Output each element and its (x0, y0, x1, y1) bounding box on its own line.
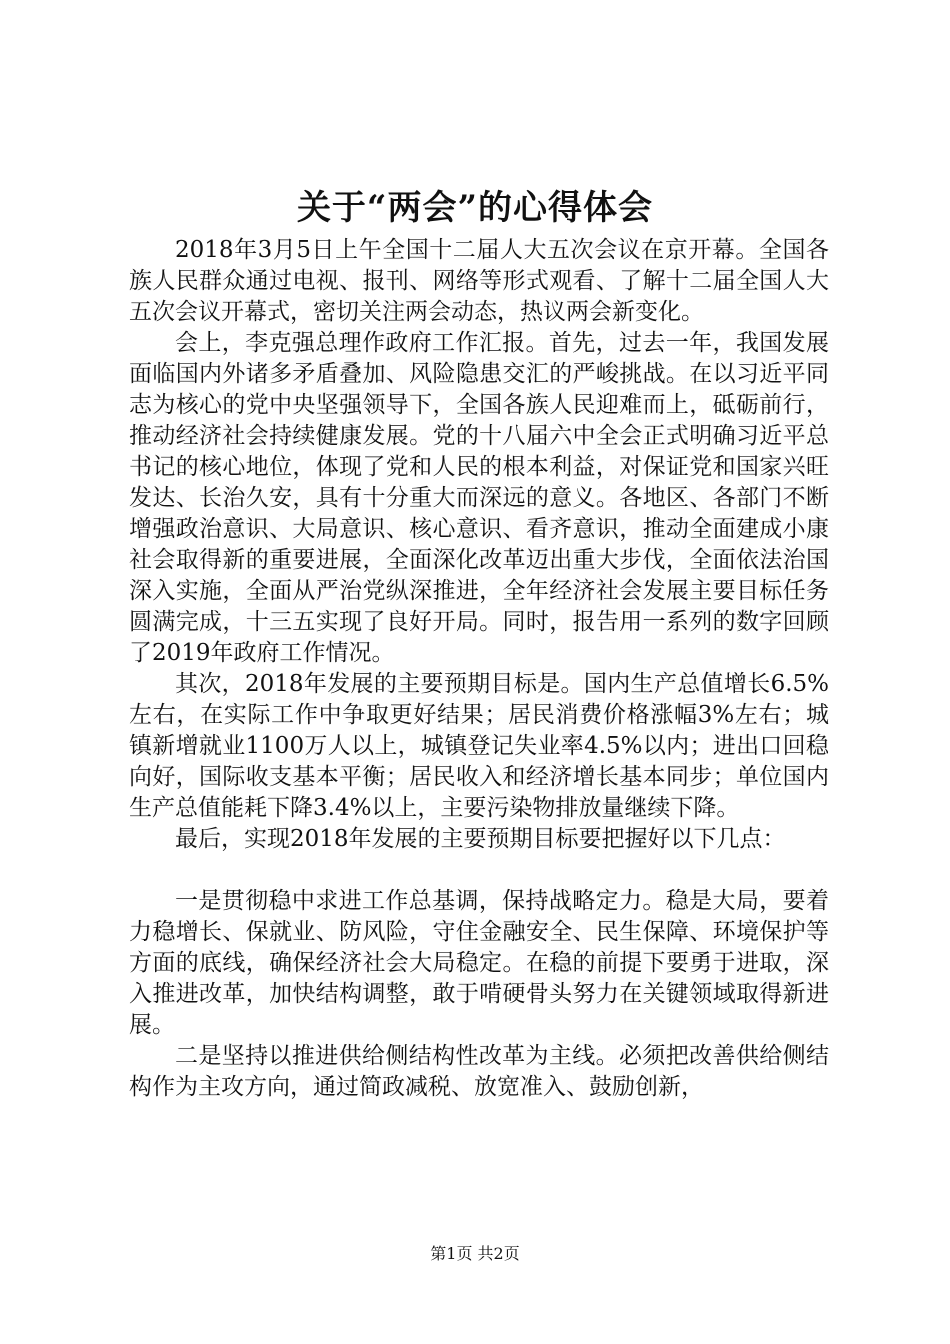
page-number-footer: 第1页 共2页 (430, 1244, 520, 1263)
paragraph-targets: 其次，2018年发展的主要预期目标是。国内生产总值增长6.5%左右，在实际工作中争取更好结果；居民消费价格涨幅3%左右；城镇新增就业1100万人以上，城镇登记失业率4.5%以内；进出口回稳向好，国际收支基本平衡；居民收入和经济增长基本同步；单位国内生产总值能耗下降3.4%以上，主要污染物排放量继续下降。 (129, 671, 829, 821)
paragraph-point-two: 二是坚持以推进供给侧结构性改革为主线。必须把改善供给侧结构作为主攻方向，通过简政减税、放宽准入、鼓励创新， (129, 1043, 829, 1100)
document-title: 关于“两会”的心得体会 (296, 188, 654, 228)
paragraph-point-one: 一是贯彻稳中求进工作总基调，保持战略定力。稳是大局，要着力稳增长、保就业、防风险，守住金融安全、民生保障、环境保护等方面的底线，确保经济社会大局稳定。在稳的前提下要勇于进取，深入推进改革，加快结构调整，敢于啃硬骨头努力在关键领域取得新进展。 (129, 888, 829, 1038)
paragraph-government-report: 会上，李克强总理作政府工作汇报。首先，过去一年，我国发展面临国内外诸多矛盾叠加、风险隐患交汇的严峻挑战。在以习近平同志为核心的党中央坚强领导下，全国各族人民迎难而上，砥砺前行，推动经济社会持续健康发展。党的十八届六中全会正式明确习近平总书记的核心地位，体现了党和人民的根本利益，对保证党和国家兴旺发达、长治久安，具有十分重大而深远的意义。各地区、各部门不断增强政治意识、大局意识、核心意识、看齐意识，推动全面建成小康社会取得新的重要进展，全面深化改革迈出重大步伐，全面依法治国深入实施，全面从严治党纵深推进，全年经济社会发展主要目标任务圆满完成，十三五实现了良好开局。同时，报告用一系列的数字回顾了2019年政府工作情况。 (129, 330, 829, 666)
document-body (129, 235, 829, 1103)
paragraph-opening: 2018年3月5日上午全国十二届人大五次会议在京开幕。全国各族人民群众通过电视、报刊、网络等形式观看、了解十二届全国人大五次会议开幕式，密切关注两会动态，热议两会新变化。 (129, 237, 829, 325)
paragraph-key-points-intro: 最后，实现2018年发展的主要预期目标要把握好以下几点： (175, 826, 786, 852)
